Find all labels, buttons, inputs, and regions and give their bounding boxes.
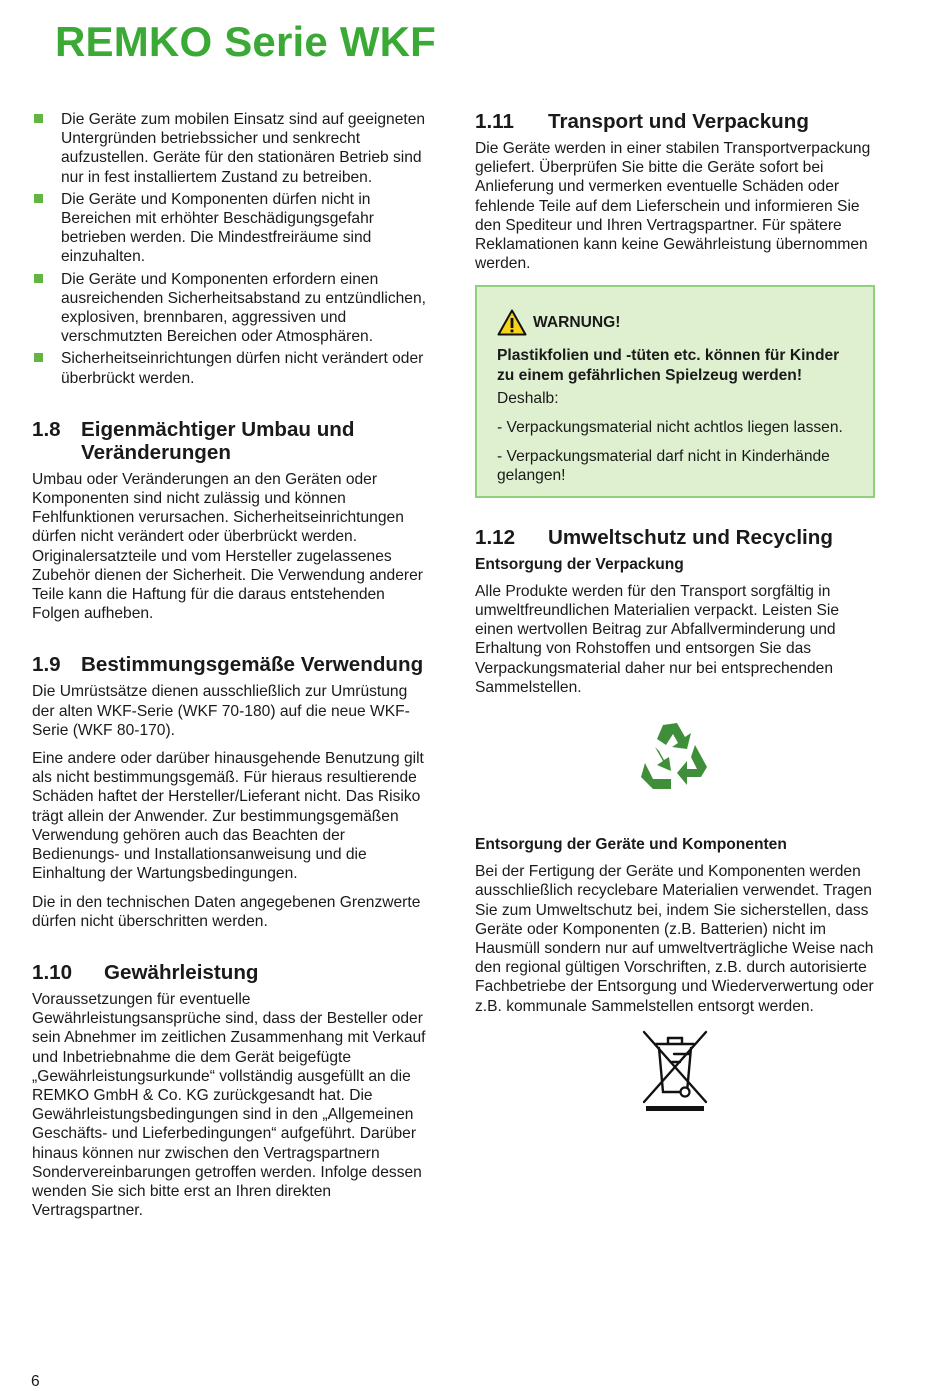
section-number: 1.9 xyxy=(32,653,61,677)
paragraph: Die Geräte werden in einer stabilen Transportverpackung geliefert. Überprüfen Sie bitte die Geräte sofort bei Anlieferung und vermerken eventuelle Schäden oder fehlende Teile auf dem Lieferschein und informieren Sie den Spediteur und Ihren Vertragspartner. Für spätere Reklamationen kann keine Gewährleistung übernommen werden. xyxy=(475,140,871,273)
warning-statement: Plastikfolien und -tüten etc. können für Kinder zu einem gefährlichen Spielzeug werden! xyxy=(497,347,840,384)
section-number: 1.10 xyxy=(32,960,73,984)
paragraph: Deshalb: xyxy=(497,389,559,407)
paragraph: Voraussetzungen für eventuelle Gewährleistungsansprüche sind, dass der Besteller oder sein Abnehmer im zeitlichen Zusammenhang mit Verkauf und Inbetriebnahme die dem Gerät beigefügte „Gewährleistungsurkunde“ vollständig ausgefüllt an die REMKO GmbH & Co. KG zurückgesandt hat. Die Gewährleistungsbedingungen sind in den „Allgemeinen Geschäfts- und Lieferbedingungen“ aufgeführt. Darüber hinaus können nur zwischen den Vertragspartnern Sondervereinbarungen getroffen werden. Infolge dessen wenden Sie sich bitte erst an Ihren direkten Vertragspartner. xyxy=(32,990,426,1220)
page-title: REMKO Serie WKF xyxy=(55,18,437,65)
section-title: Eigenmächtiger Umbau und Veränderungen xyxy=(81,417,355,464)
warning-header xyxy=(497,309,855,336)
bullet-square-icon xyxy=(34,353,43,362)
heading-1-8 xyxy=(32,418,432,464)
list-item: Sicherheitseinrichtungen dürfen nicht verändert oder überbrückt werden. xyxy=(32,349,432,387)
section-title: Umweltschutz und Recycling xyxy=(548,525,833,549)
warning-label: WARNUNG! xyxy=(533,313,621,331)
weee-symbol xyxy=(475,1028,875,1112)
paragraph: Eine andere oder darüber hinausgehende Benutzung gilt als nicht bestimmungsgemäß. Für hieraus resultierende Schäden haftet der Hersteller/Lieferant nicht. Das Risiko trägt allein der Anwender. Zur bestimmungsgemäßen Verwendung gehören auch das Beachten der Bedienungs- und Installationsanweisung und die Einhaltung der Wartungsbedingungen. xyxy=(32,750,424,883)
subheading: Entsorgung der Verpackung xyxy=(475,555,684,573)
recycling-symbol xyxy=(475,717,875,797)
left-column xyxy=(32,110,432,1229)
bullet-square-icon xyxy=(34,274,43,283)
section-number: 1.12 xyxy=(475,525,516,549)
warning-box xyxy=(475,285,875,497)
section-title: Bestimmungsgemäße Verwendung xyxy=(81,653,424,677)
heading-1-12 xyxy=(475,526,875,549)
section-number: 1.11 xyxy=(475,110,514,133)
heading-1-10 xyxy=(32,961,432,984)
heading-1-11 xyxy=(475,110,875,133)
heading-1-9 xyxy=(32,653,432,676)
section-number: 1.8 xyxy=(32,417,61,441)
weee-bin-icon xyxy=(638,1028,712,1112)
bullet-square-icon xyxy=(34,114,43,123)
paragraph: Die in den technischen Daten angegebenen Grenzwerte dürfen nicht überschritten werden. xyxy=(32,893,421,930)
warning-icon xyxy=(497,309,527,336)
right-column xyxy=(475,110,875,1112)
paragraph: Die Umrüstsätze dienen ausschließlich zur Umrüstung der alten WKF-Serie (WKF 70-180) auf die neue WKF-Serie (WKF 80-170). xyxy=(32,683,410,739)
paragraph: Bei der Fertigung der Geräte und Komponenten werden ausschließlich recyclebare Materialien verwendet. Tragen Sie zum Umweltschutz bei, indem Sie sicherstellen, dass Geräte oder Komponenten (z.B. Batterien) nicht im Hausmüll sondern nur auf umweltverträgliche Weise nach den regional gültigen Vorschriften, z.B. durch autorisierte Fachbetriebe der Entsorgung und Wiederverwertung oder z.B. kommunale Sammelstellen entsorgt werden. xyxy=(475,863,874,1015)
page-number: 6 xyxy=(31,1373,40,1390)
subheading: Entsorgung der Geräte und Komponenten xyxy=(475,836,787,854)
safety-bullet-list xyxy=(32,110,432,388)
paragraph: Umbau oder Veränderungen an den Geräten oder Komponenten sind nicht zulässig und können Fehlfunktionen verursachen. Sicherheitseinrichtungen dürfen nicht verändert oder überbrückt werden. Originalersatzteile und vom Hersteller zugelassenes Zubehör dienen der Sicherheit. Die Verwendung anderer Teile kann die Haftung für die daraus entstehenden Folgen aufheben. xyxy=(32,470,423,623)
list-item: Die Geräte und Komponenten dürfen nicht in Bereichen mit erhöhter Beschädigungsgefahr betrieben werden. Die Mindestfreiräume sind einzuhalten. xyxy=(32,190,432,267)
paragraph: Alle Produkte werden für den Transport sorgfältig in umweltfreundlichen Materialien verpackt. Leisten Sie einen wertvollen Beitrag zur Abfallverminderung und Erhaltung von Rohstoffen und entsorgen Sie das Verpackungsmaterial daher nur bei entsprechenden Sammelstellen. xyxy=(475,582,840,696)
warning-item: - Verpackungsmaterial darf nicht in Kinderhände gelangen! xyxy=(497,448,830,485)
warning-item: - Verpackungsmaterial nicht achtlos liegen lassen. xyxy=(497,419,843,437)
list-item: Die Geräte und Komponenten erfordern einen ausreichenden Sicherheitsabstand zu entzündlichen, explosiven, brennbaren, aggressiven und verschmutzten Bereichen oder Atmosphären. xyxy=(32,270,432,347)
section-title: Gewährleistung xyxy=(104,960,259,984)
section-title: Transport und Verpackung xyxy=(548,110,809,133)
recycling-icon xyxy=(633,717,717,797)
bullet-square-icon xyxy=(34,194,43,203)
list-item: Die Geräte zum mobilen Einsatz sind auf geeigneten Untergründen betriebssicher und senkrecht aufzustellen. Geräte für den stationären Betrieb sind nur in fest installiertem Zustand zu betreiben. xyxy=(32,110,432,187)
